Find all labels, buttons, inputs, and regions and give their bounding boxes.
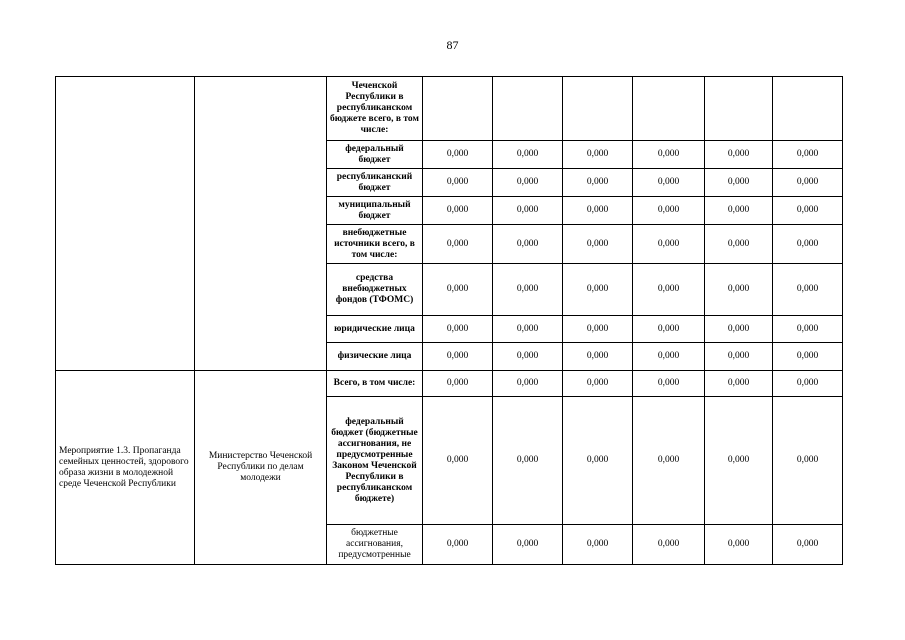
value-cell: 0,000 — [563, 343, 633, 371]
value-cell: 0,000 — [773, 371, 843, 397]
value-cell: 0,000 — [493, 397, 563, 525]
value-cell: 0,000 — [563, 169, 633, 197]
value-cell: 0,000 — [423, 397, 493, 525]
funding-source-cell: федеральный бюджет (бюджетные ассигнования, не предусмотренные Законом Чеченской Республики в республиканском бюджете) — [327, 397, 423, 525]
value-cell: 0,000 — [493, 141, 563, 169]
table-row — [56, 77, 843, 141]
value-cell: 0,000 — [563, 225, 633, 264]
funding-source-cell: муниципальный бюджет — [327, 197, 423, 225]
value-cell — [633, 77, 705, 141]
value-cell: 0,000 — [423, 141, 493, 169]
value-cell: 0,000 — [493, 225, 563, 264]
funding-source-cell: республиканский бюджет — [327, 169, 423, 197]
value-cell: 0,000 — [493, 525, 563, 565]
value-cell: 0,000 — [633, 397, 705, 525]
value-cell: 0,000 — [705, 525, 773, 565]
value-cell: 0,000 — [563, 525, 633, 565]
value-cell: 0,000 — [773, 397, 843, 525]
value-cell: 0,000 — [633, 264, 705, 316]
value-cell: 0,000 — [773, 197, 843, 225]
value-cell: 0,000 — [493, 371, 563, 397]
value-cell: 0,000 — [563, 141, 633, 169]
value-cell: 0,000 — [705, 371, 773, 397]
funding-source-cell: бюджетные ассигнования, предусмотренные — [327, 525, 423, 565]
value-cell: 0,000 — [773, 225, 843, 264]
value-cell: 0,000 — [493, 169, 563, 197]
funding-source-cell: физические лица — [327, 343, 423, 371]
value-cell: 0,000 — [423, 316, 493, 343]
event-name-cell: Мероприятие 1.3. Пропаганда семейных ценностей, здорового образа жизни в молодежной среде Чеченской Республики — [56, 371, 195, 565]
value-cell: 0,000 — [705, 397, 773, 525]
value-cell: 0,000 — [423, 225, 493, 264]
page-number: 87 — [446, 38, 459, 52]
value-cell: 0,000 — [633, 525, 705, 565]
funding-source-cell: юридические лица — [327, 316, 423, 343]
value-cell: 0,000 — [633, 141, 705, 169]
value-cell: 0,000 — [633, 316, 705, 343]
value-cell: 0,000 — [705, 141, 773, 169]
value-cell: 0,000 — [773, 525, 843, 565]
budget-table — [55, 76, 843, 565]
value-cell: 0,000 — [423, 525, 493, 565]
value-cell: 0,000 — [633, 225, 705, 264]
funding-source-cell: Всего, в том числе: — [327, 371, 423, 397]
value-cell: 0,000 — [563, 397, 633, 525]
value-cell: 0,000 — [705, 264, 773, 316]
value-cell: 0,000 — [773, 141, 843, 169]
value-cell: 0,000 — [633, 169, 705, 197]
executor-cell-empty — [195, 77, 327, 371]
value-cell: 0,000 — [705, 197, 773, 225]
value-cell — [423, 77, 493, 141]
value-cell: 0,000 — [423, 169, 493, 197]
value-cell: 0,000 — [705, 169, 773, 197]
value-cell: 0,000 — [493, 316, 563, 343]
value-cell: 0,000 — [705, 343, 773, 371]
value-cell: 0,000 — [563, 371, 633, 397]
value-cell: 0,000 — [633, 197, 705, 225]
value-cell: 0,000 — [493, 197, 563, 225]
value-cell: 0,000 — [493, 264, 563, 316]
value-cell: 0,000 — [705, 316, 773, 343]
value-cell: 0,000 — [633, 371, 705, 397]
value-cell: 0,000 — [773, 343, 843, 371]
value-cell: 0,000 — [423, 197, 493, 225]
value-cell: 0,000 — [423, 371, 493, 397]
value-cell — [773, 77, 843, 141]
value-cell: 0,000 — [563, 264, 633, 316]
value-cell: 0,000 — [493, 343, 563, 371]
executor-cell: Министерство Чеченской Республики по делам молодежи — [195, 371, 327, 565]
value-cell: 0,000 — [423, 264, 493, 316]
value-cell — [705, 77, 773, 141]
event-cell-empty — [56, 77, 195, 371]
table-row — [56, 371, 843, 397]
value-cell: 0,000 — [423, 343, 493, 371]
value-cell: 0,000 — [705, 225, 773, 264]
funding-source-cell: средства внебюджетных фондов (ТФОМС) — [327, 264, 423, 316]
funding-source-cell: внебюджетные источники всего, в том числе: — [327, 225, 423, 264]
value-cell: 0,000 — [633, 343, 705, 371]
value-cell — [563, 77, 633, 141]
funding-source-cell: федеральный бюджет — [327, 141, 423, 169]
value-cell: 0,000 — [563, 197, 633, 225]
value-cell: 0,000 — [773, 169, 843, 197]
value-cell: 0,000 — [773, 316, 843, 343]
value-cell — [493, 77, 563, 141]
value-cell: 0,000 — [773, 264, 843, 316]
value-cell: 0,000 — [563, 316, 633, 343]
funding-source-cell: Чеченской Республики в республиканском бюджете всего, в том числе: — [327, 77, 423, 141]
